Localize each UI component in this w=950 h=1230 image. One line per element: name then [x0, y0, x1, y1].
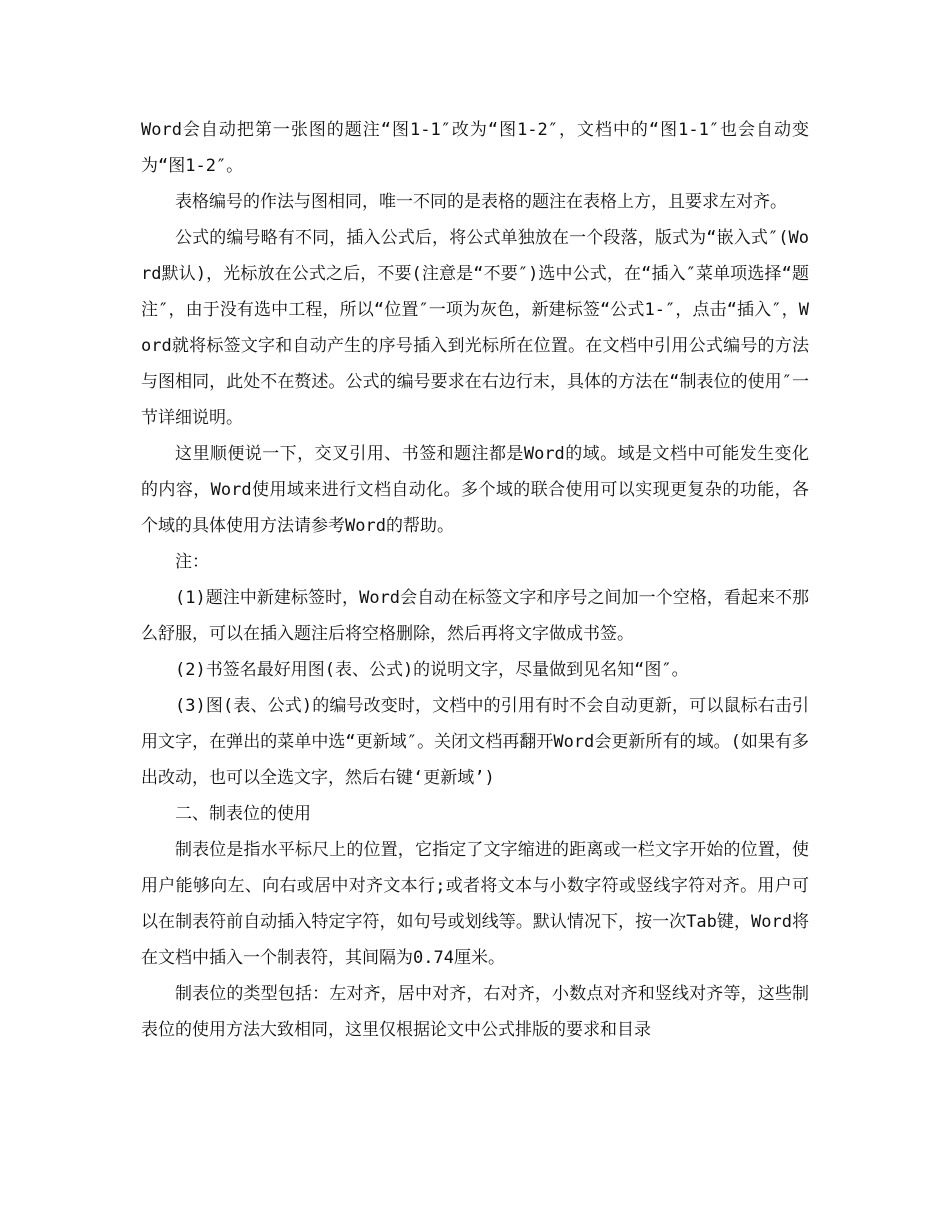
paragraph-figure-caption-update: Word会自动把第一张图的题注“图1-1″改为“图1-2″，文档中的“图1-1″也会自动变为“图1-2″。 — [141, 120, 809, 176]
paragraph-formula-numbering: 公式的编号略有不同，插入公式后，将公式单独放在一个段落，版式为“嵌入式″(Word默认)，光标放在公式之后，不要(注意是“不要″)选中公式，在“插入″菜单项选择“题注″，由于没有选中工程，所以“位置″一项为灰色，新建标签“公式1-″，点击“插入″，Word就将标签文字和自动产生的序号插入到光标所在位置。在文档中引用公式编号的方法与图相同，此处不在赘述。公式的编号要求在右边行末，具体的方法在“制表位的使用″一节详细说明。 — [141, 228, 809, 428]
paragraph-tab-stop-types: 制表位的类型包括：左对齐，居中对齐，右对齐，小数点对齐和竖线对齐等，这些制表位的使用方法大致相同，这里仅根据论文中公式排版的要求和目录 — [141, 984, 809, 1040]
paragraph-note-1: (1)题注中新建标签时，Word会自动在标签文字和序号之间加一个空格，看起来不那么舒服，可以在插入题注后将空格删除，然后再将文字做成书签。 — [141, 588, 809, 644]
document-body — [141, 112, 809, 1048]
paragraph-note-2: (2)书签名最好用图(表、公式)的说明文字，尽量做到见名知“图″。 — [175, 660, 689, 680]
section-heading-tab-stops: 二、制表位的使用 — [175, 804, 311, 824]
paragraph-word-fields: 这里顺便说一下，交叉引用、书签和题注都是Word的域。域是文档中可能发生变化的内容，Word使用域来进行文档自动化。多个域的联合使用可以实现更复杂的功能，各个域的具体使用方法请参考Word的帮助。 — [141, 444, 809, 536]
paragraph-note-3: (3)图(表、公式)的编号改变时，文档中的引用有时不会自动更新，可以鼠标右击引用文字，在弹出的菜单中选“更新域″。关闭文档再翻开Word会更新所有的域。(如果有多出改动，也可以全选文字，然后右键‘更新域’) — [141, 696, 809, 788]
paragraph-table-numbering: 表格编号的作法与图相同，唯一不同的是表格的题注在表格上方，且要求左对齐。 — [175, 192, 787, 212]
paragraph-note-heading: 注： — [175, 552, 209, 572]
paragraph-tab-stop-definition: 制表位是指水平标尺上的位置，它指定了文字缩进的距离或一栏文字开始的位置，使用户能够向左、向右或居中对齐文本行;或者将文本与小数字符或竖线字符对齐。用户可以在制表符前自动插入特定字符，如句号或划线等。默认情况下，按一次Tab键，Word将在文档中插入一个制表符，其间隔为0.74厘米。 — [141, 840, 809, 968]
